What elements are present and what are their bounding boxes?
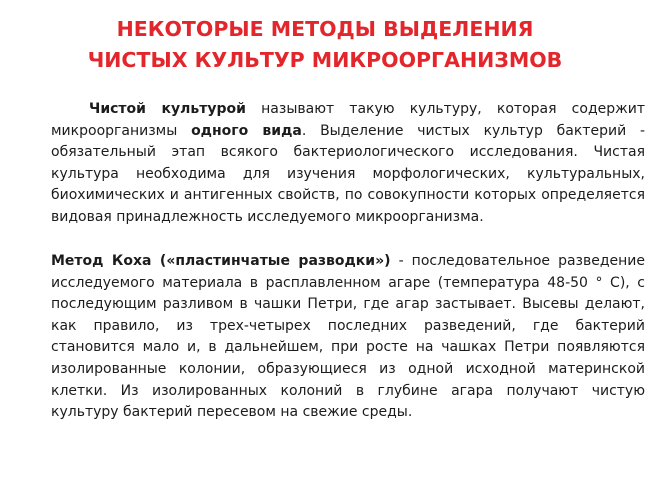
one-species-term: одного вида: [191, 122, 302, 139]
koch-method-text: - последовательное разведение исследуемого материала в расплавленном агаре (температура 48-50 ° С), с последующим разливом в чашки Петри, где агар застывает. Высевы делают, как правило, из трех-четырех последних разведений, где бактерий становится мало и, в дальнейшем, при росте на чашках Петри появляются изолированные колонии, образующиеся из одной исходной материнской клетки. Из изолированных колоний в глубине агара получают чистую культуру бактерий пересевом на свежие среды.: [51, 253, 646, 421]
slide-title-line-1: НЕКОТОРЫЕ МЕТОДЫ ВЫДЕЛЕНИЯ: [116, 17, 534, 41]
pure-culture-definition-paragraph: [51, 99, 645, 229]
pure-culture-text-2: . Выделение чистых культур бактерий - обязательный этап всякого бактериологического исследования. Чистая культура необходима для изучения морфологических, культуральных, биохимических и антигенных свойств, по совокупности которых определяется видовая принадлежность исследуемого микроорганизма.: [51, 122, 645, 225]
koch-method-term: Метод Коха («пластинчатые разводки»): [51, 253, 391, 269]
pure-culture-term: Чистой культурой: [89, 101, 246, 117]
pure-culture-text-1: называют такую культуру, которая содержит микроорганизмы: [51, 101, 645, 139]
koch-method-paragraph: [51, 251, 645, 424]
slide-title-line-2: ЧИСТЫХ КУЛЬТУР МИКРООРГАНИЗМОВ: [87, 48, 563, 72]
slide-title: [0, 14, 650, 76]
